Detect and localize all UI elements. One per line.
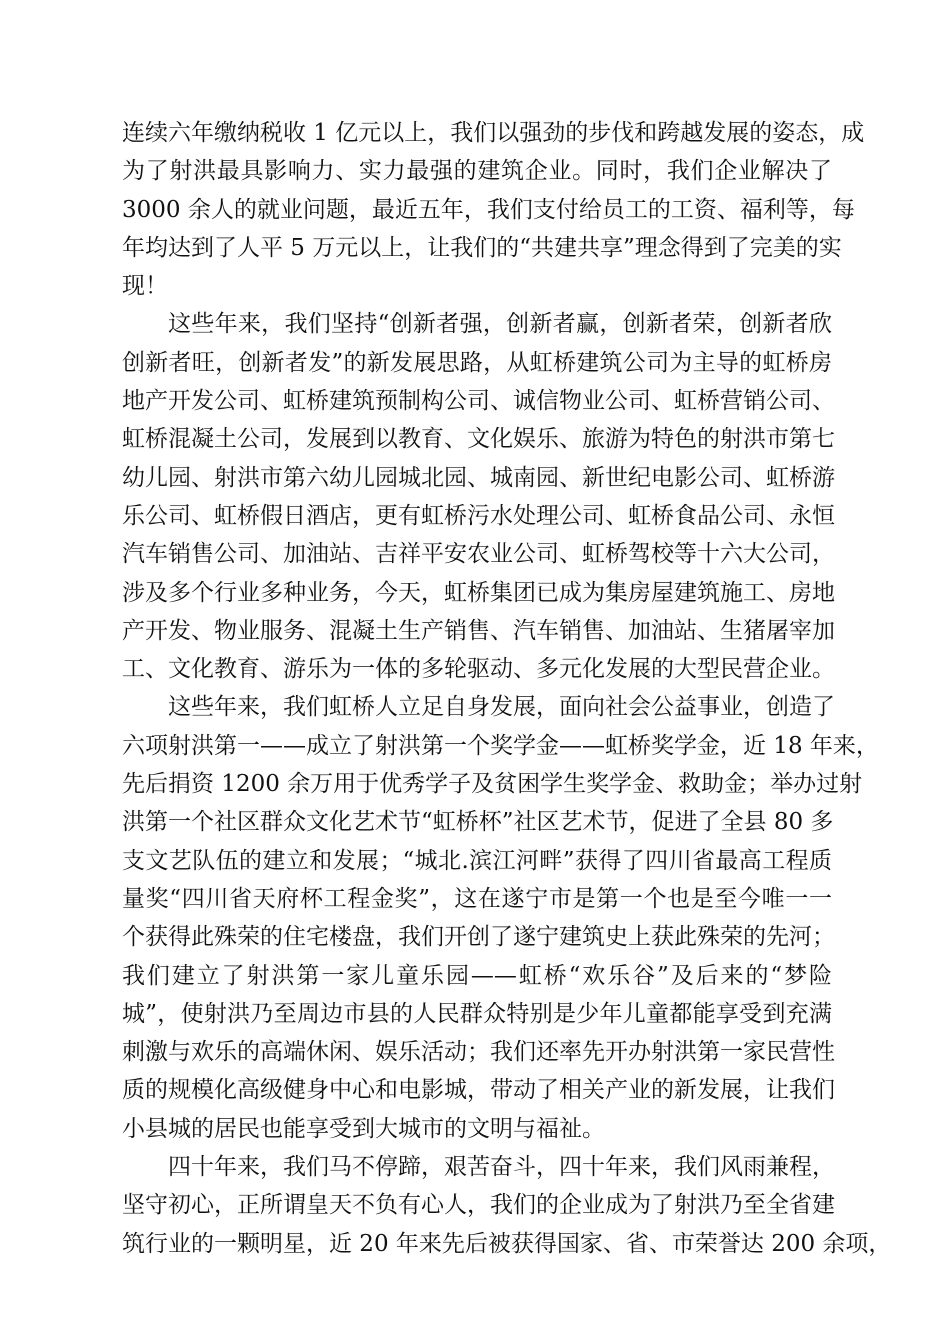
text-line: 幼儿园、射洪市第六幼儿园城北园、城南园、新世纪电影公司、虹桥游 [122, 464, 835, 491]
paragraph-forty-years [122, 1148, 892, 1263]
text-line: 创新者旺，创新者发”的新发展思路，从虹桥建筑公司为主导的虹桥房 [122, 349, 832, 376]
text-line: 质的规模化高级健身中心和电影城，带动了相关产业的新发展，让我们 [122, 1077, 835, 1104]
text-line: 连续六年缴纳税收 1 亿元以上，我们以强劲的步伐和跨越发展的姿态，成 [122, 120, 865, 146]
text-line: 为了射洪最具影响力、实力最强的建筑企业。同时，我们企业解决了 [122, 158, 832, 185]
text-line: 涉及多个行业多种业务，今天，虹桥集团已成为集房屋建筑施工、房地 [122, 579, 835, 606]
text-line: 产开发、物业服务、混凝土生产销售、汽车销售、加油站、生猪屠宰加 [122, 617, 835, 644]
text-line: 洪第一个社区群众文化艺术节“虹桥杯”社区艺术节，促进了全县 80 多 [122, 809, 834, 836]
text-line: 汽车销售公司、加油站、吉祥平安农业公司、虹桥驾校等十六大公司， [122, 541, 835, 568]
text-line: 年均达到了人平 5 万元以上，让我们的“共建共享”理念得到了完美的实 [122, 234, 842, 261]
text-line: 乐公司、虹桥假日酒店，更有虹桥污水处理公司、虹桥食品公司、永恒 [122, 502, 835, 529]
text-line: 这些年来，我们虹桥人立足自身发展，面向社会公益事业，创造了 [168, 694, 835, 721]
text-line: 这些年来，我们坚持“创新者强，创新者赢，创新者荣，创新者欣 [168, 311, 832, 338]
text-line: 地产开发公司、虹桥建筑预制构公司、诚信物业公司、虹桥营销公司、 [122, 388, 835, 415]
paragraph-business-development [122, 305, 835, 688]
text-line: 刺激与欢乐的高端休闲、娱乐活动；我们还率先开办射洪第一家民营性 [122, 1039, 835, 1066]
text-line: 量奖“四川省天府杯工程金奖”，这在遂宁市是第一个也是至今唯一一 [122, 885, 832, 912]
text-line: 先后捐资 1200 余万用于优秀学子及贫困学生奖学金、救助金；举办过射 [122, 771, 863, 798]
text-line: 筑行业的一颗明星，近 20 年来先后被获得国家、省、市荣誉达 200 余项， [122, 1230, 892, 1257]
text-line: 坚守初心，正所谓皇天不负有心人，我们的企业成为了射洪乃至全省建 [122, 1192, 835, 1219]
text-line: 我们建立了射洪第一家儿童乐园——虹桥“欢乐谷”及后来的“梦险 [122, 962, 832, 989]
text-line: 小县城的居民也能享受到大城市的文明与福祉。 [122, 1115, 605, 1142]
text-line: 工、文化教育、游乐为一体的多轮驱动、多元化发展的大型民营企业。 [122, 656, 835, 683]
text-line: 虹桥混凝土公司，发展到以教育、文化娱乐、旅游为特色的射洪市第七 [122, 426, 835, 453]
text-line: 支文艺队伍的建立和发展；“城北.滨江河畔”获得了四川省最高工程质 [122, 847, 832, 874]
text-line: 3000 余人的就业问题，最近五年，我们支付给员工的工资、福利等，每 [122, 196, 855, 223]
paragraph-tax-and-employment [122, 114, 865, 305]
document-body [122, 114, 892, 1263]
text-line: 城”，使射洪乃至周边市县的人民群众特别是少年儿童都能享受到充满 [122, 1000, 832, 1027]
text-line: 四十年来，我们马不停蹄，艰苦奋斗，四十年来，我们风雨兼程， [168, 1154, 835, 1181]
text-line: 现！ [122, 273, 168, 300]
paragraph-public-welfare [122, 688, 879, 1148]
text-line: 个获得此殊荣的住宅楼盘，我们开创了遂宁建筑史上获此殊荣的先河； [122, 924, 835, 951]
text-line: 六项射洪第一——成立了射洪第一个奖学金——虹桥奖学金，近 18 年来， [122, 732, 879, 759]
